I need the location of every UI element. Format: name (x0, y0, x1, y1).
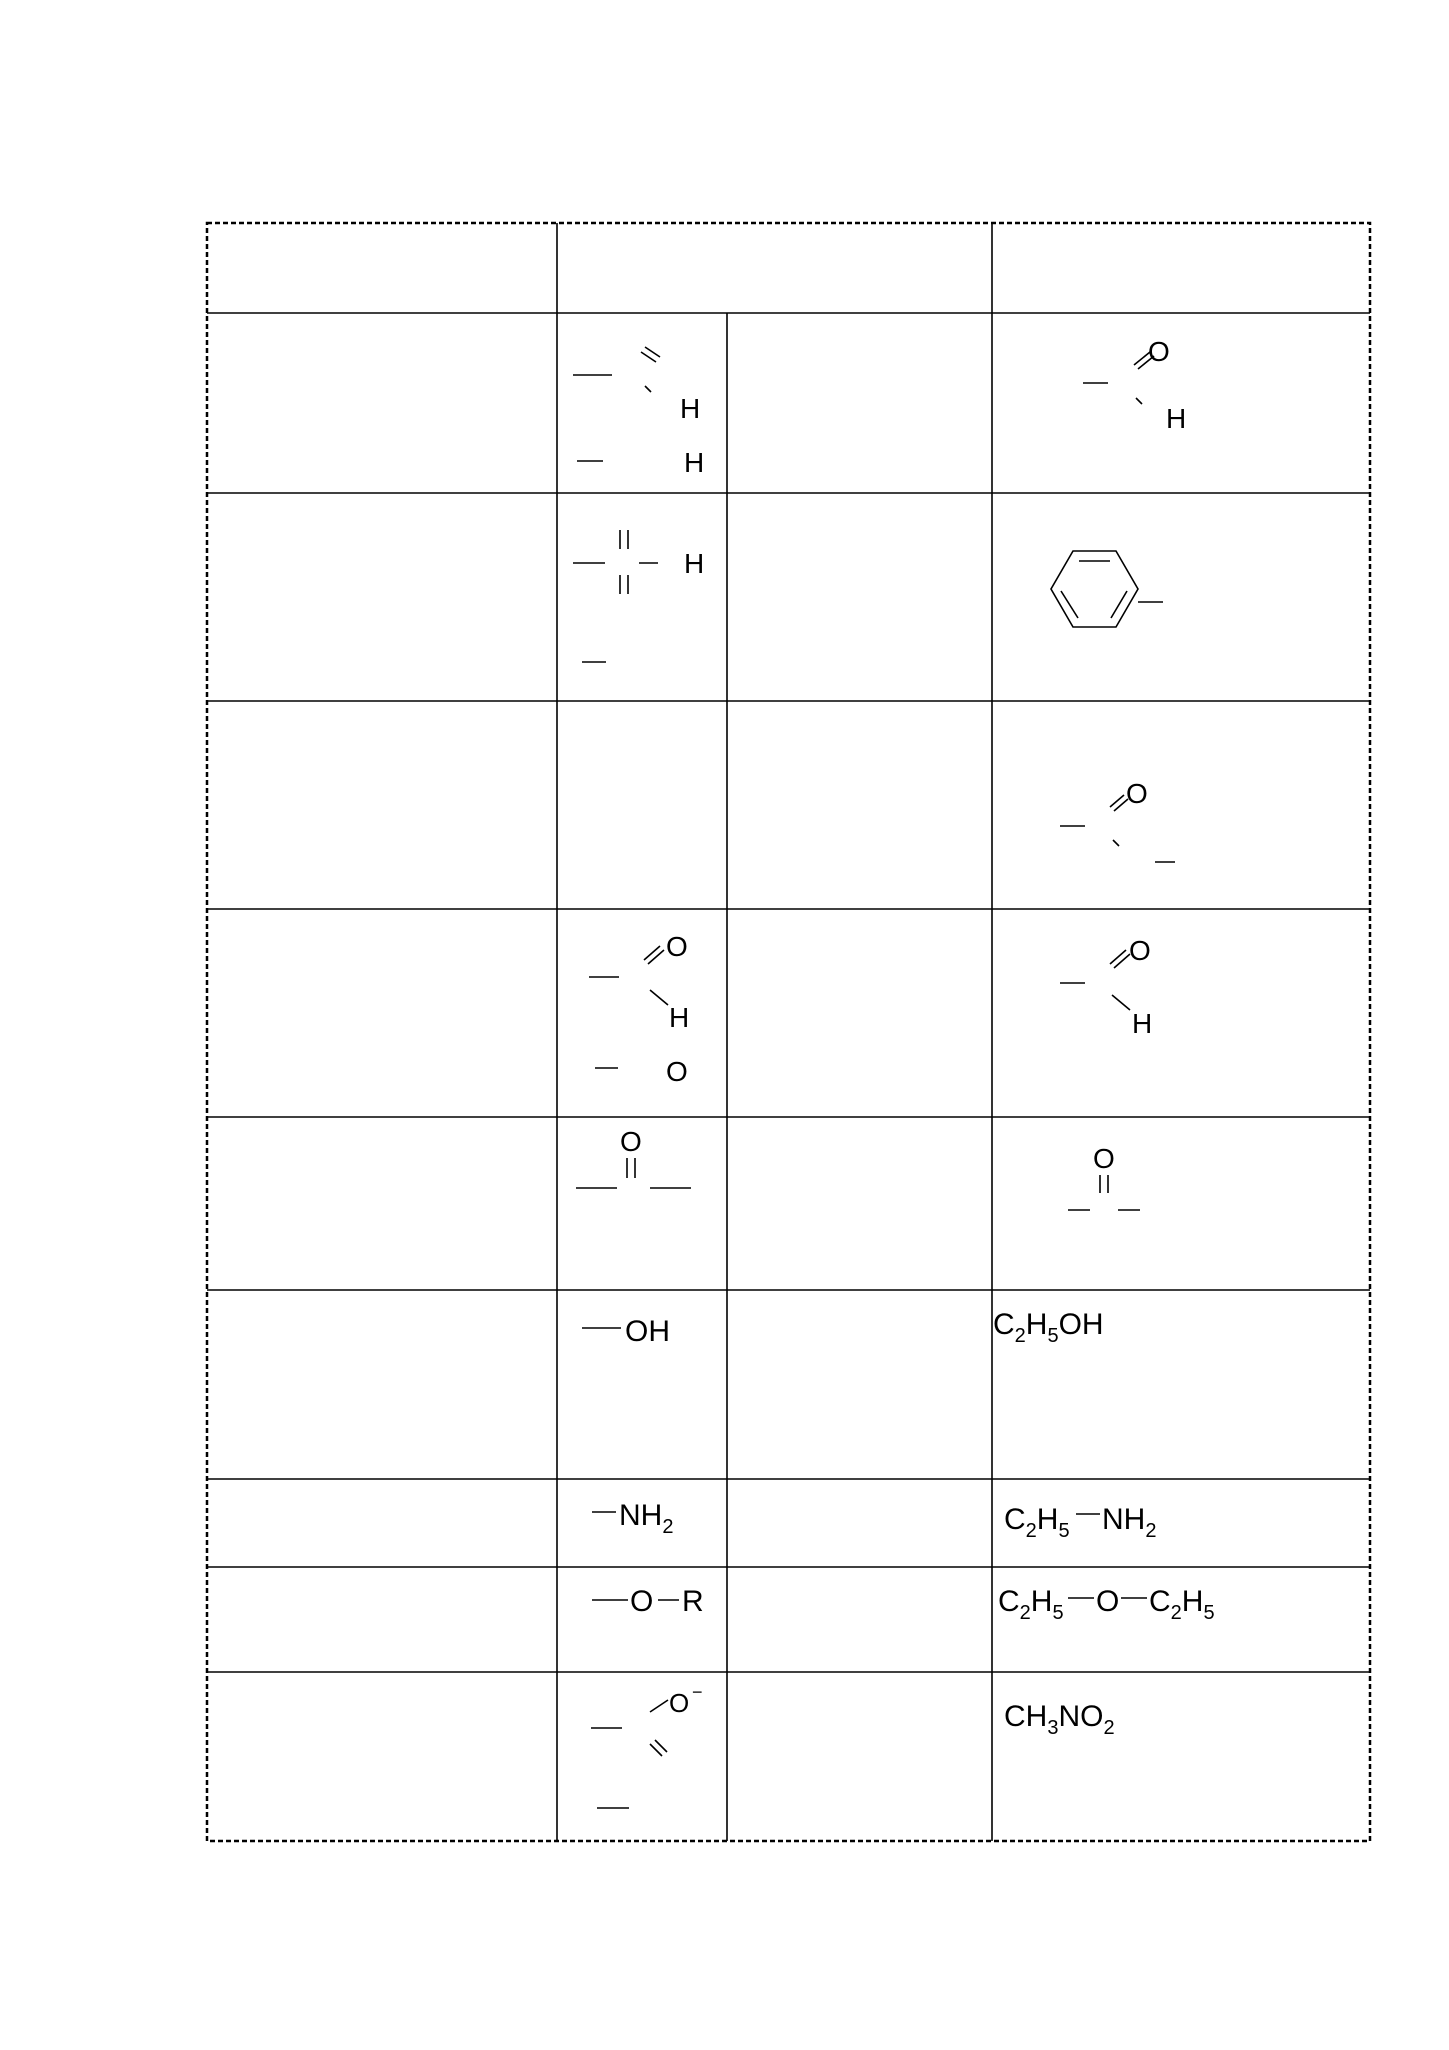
example-o-label: O (1148, 336, 1170, 367)
example-h-label: H (1132, 1008, 1153, 1039)
group-r-label: R (682, 1585, 704, 1618)
group-h-label: H (669, 1002, 690, 1033)
formula-part: H (1030, 1585, 1053, 1618)
subscript: 2 (1019, 1602, 1031, 1624)
group-o-label: O (666, 1056, 688, 1087)
group-o-label: O (669, 1688, 690, 1718)
group-formula (619, 1499, 673, 1538)
subscript: 2 (1170, 1602, 1182, 1624)
example-formula (993, 1308, 1104, 1347)
example-structure (1083, 352, 1154, 404)
formula-part: H (1036, 1503, 1059, 1536)
example-formula (1102, 1503, 1156, 1542)
example-formula (1004, 1700, 1115, 1739)
subscript: 2 (662, 1516, 674, 1538)
group-formula: OH (625, 1315, 670, 1348)
example-structure (1060, 795, 1175, 862)
formula-part: CH (1004, 1700, 1048, 1733)
table-row (589, 931, 1152, 1087)
benzene-ring-icon (1051, 551, 1163, 627)
group-structure (573, 530, 658, 662)
example-h-label: H (1166, 403, 1187, 434)
group-h-label: H (684, 447, 705, 478)
formula-part: H (1181, 1585, 1204, 1618)
table-row (592, 1499, 1156, 1542)
group-o-label: O (620, 1126, 642, 1157)
subscript: 2 (1014, 1325, 1026, 1347)
formula-part: NO (1058, 1700, 1104, 1733)
subscript: 5 (1052, 1602, 1064, 1624)
example-structure (1060, 950, 1130, 1010)
formula-part: NH (1102, 1503, 1146, 1536)
example-o-label: O (1129, 935, 1151, 966)
table-row (576, 1126, 1140, 1210)
example-formula (1149, 1585, 1215, 1624)
subscript: 2 (1145, 1520, 1157, 1542)
group-structure (589, 946, 668, 1068)
formula-part: C (998, 1585, 1020, 1618)
formula-part: H (1025, 1308, 1048, 1341)
table-row (592, 1585, 1215, 1624)
example-formula (998, 1585, 1064, 1624)
group-structure (576, 1158, 691, 1188)
subscript: 5 (1203, 1602, 1215, 1624)
formula-part: C (993, 1308, 1015, 1341)
table-row (591, 1682, 1115, 1808)
example-structure (1068, 1175, 1140, 1210)
group-o-label: O (630, 1585, 654, 1618)
subscript: 5 (1058, 1520, 1070, 1542)
charge-label: − (692, 1682, 703, 1702)
formula-part: OH (1058, 1308, 1104, 1341)
subscript: 2 (1103, 1717, 1115, 1739)
group-structure (573, 347, 660, 461)
example-o-label: O (1126, 778, 1148, 809)
row-dividers (207, 313, 1370, 1672)
table-row (1060, 778, 1175, 862)
subscript: 5 (1047, 1325, 1059, 1347)
formula-part: C (1004, 1503, 1026, 1536)
subscript: 2 (1025, 1520, 1037, 1542)
group-h-label: H (684, 548, 705, 579)
table-row (573, 336, 1186, 478)
formula-part: C (1149, 1585, 1171, 1618)
group-h-label: H (680, 393, 701, 424)
group-structure (591, 1700, 668, 1808)
group-o-label: O (666, 931, 688, 962)
example-formula (1004, 1503, 1070, 1542)
table-row (573, 530, 1163, 662)
table-row (582, 1308, 1104, 1348)
formula-part: NH (619, 1499, 663, 1532)
example-o-label: O (1093, 1143, 1115, 1174)
example-o-label: O (1096, 1585, 1120, 1618)
subscript: 3 (1047, 1717, 1059, 1739)
column-dividers (557, 223, 992, 1841)
